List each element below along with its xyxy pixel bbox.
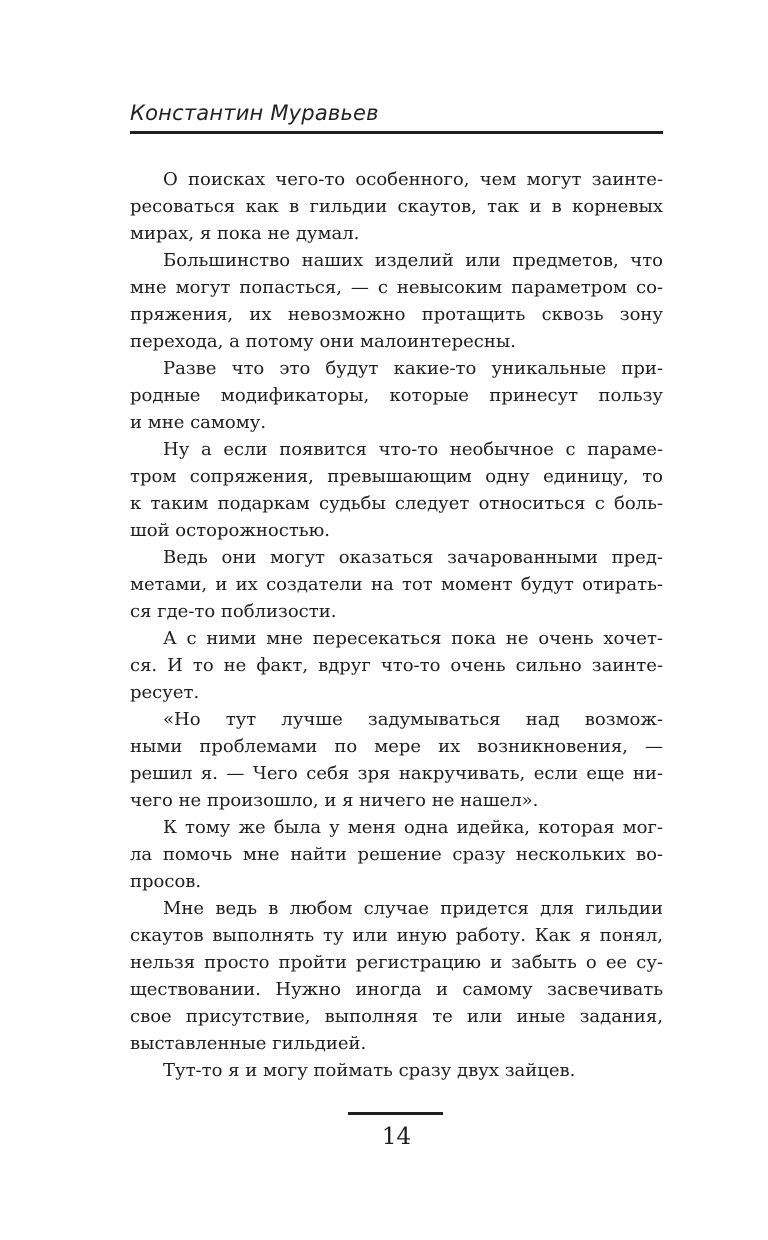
text-line: и мне самому. <box>130 412 267 433</box>
text-line: свое присутствие, выполняя те или иные задания, <box>130 1006 663 1027</box>
paragraph <box>130 544 663 625</box>
text-line: метами, и их создатели на тот момент будут отирать- <box>130 574 663 595</box>
paragraph <box>130 247 663 355</box>
text-line: решил я. — Чего себя зря накручивать, если еще ни- <box>130 763 663 784</box>
text-line: чего не произошло, и я ничего не нашел». <box>130 790 539 811</box>
text-line: мирах, я пока не думал. <box>130 223 360 244</box>
paragraph <box>130 436 663 544</box>
paragraph <box>130 814 663 895</box>
text-line: выставленные гильдией. <box>130 1033 367 1054</box>
text-line: Мне ведь в любом случае придется для гильдии <box>163 898 663 919</box>
text-line: пряжения, их невозможно протащить сквозь зону <box>130 304 663 325</box>
text-line: мне могут попасться, — с невысоким параметром со- <box>130 277 663 298</box>
text-line: нельзя просто пройти регистрацию и забыть о ее су- <box>130 952 663 973</box>
text-block <box>130 166 663 1084</box>
paragraph <box>130 166 663 247</box>
text-line: ными проблемами по мере их возникновения, — <box>130 736 663 757</box>
paragraph <box>130 895 663 1057</box>
text-line: Разве что это будут какие-то уникальные при- <box>163 358 663 379</box>
text-line: К тому же была у меня одна идейка, которая мог- <box>163 817 663 838</box>
paragraph <box>130 1057 663 1084</box>
text-line: А с ними мне пересекаться пока не очень хочет- <box>163 628 663 649</box>
text-line: Большинство наших изделий или предметов, что <box>163 250 663 271</box>
header-rule <box>130 131 663 134</box>
text-line: Тут-то я и могу поймать сразу двух зайцев. <box>163 1060 576 1081</box>
text-line: перехода, а потому они малоинтересны. <box>130 331 516 352</box>
text-line: родные модификаторы, которые принесут пользу <box>130 385 663 406</box>
footer-rule <box>348 1112 443 1115</box>
text-line: ся где-то поблизости. <box>130 601 337 622</box>
text-line: «Но тут лучше задумываться над возмож- <box>163 709 663 730</box>
text-line: О поисках чего-то особенного, чем могут заинте- <box>163 169 663 190</box>
text-line: тром сопряжения, превышающим одну единицу, то <box>130 466 663 487</box>
text-line: просов. <box>130 871 202 892</box>
paragraph <box>130 355 663 436</box>
text-line: ла помочь мне найти решение сразу нескольких во- <box>130 844 663 865</box>
paragraph <box>130 625 663 706</box>
text-line: Ведь они могут оказаться зачарованными пред- <box>163 547 663 568</box>
page-number: 14 <box>381 1124 412 1150</box>
paragraph <box>130 706 663 814</box>
text-line: ся. И то не факт, вдруг что-то очень сильно заинте- <box>130 655 663 676</box>
text-line: ществовании. Нужно иногда и самому засвечивать <box>130 979 663 1000</box>
text-line: шой осторожностью. <box>130 520 330 541</box>
text-line: ресует. <box>130 682 200 703</box>
text-line: Ну а если появится что-то необычное с параме- <box>163 439 663 460</box>
author-header: Константин Муравьев <box>130 101 379 125</box>
text-line: скаутов выполнять ту или иную работу. Как я понял, <box>130 925 663 946</box>
text-line: к таким подаркам судьбы следует относиться с боль- <box>130 493 663 514</box>
text-line: ресоваться как в гильдии скаутов, так и в корневых <box>130 196 663 217</box>
